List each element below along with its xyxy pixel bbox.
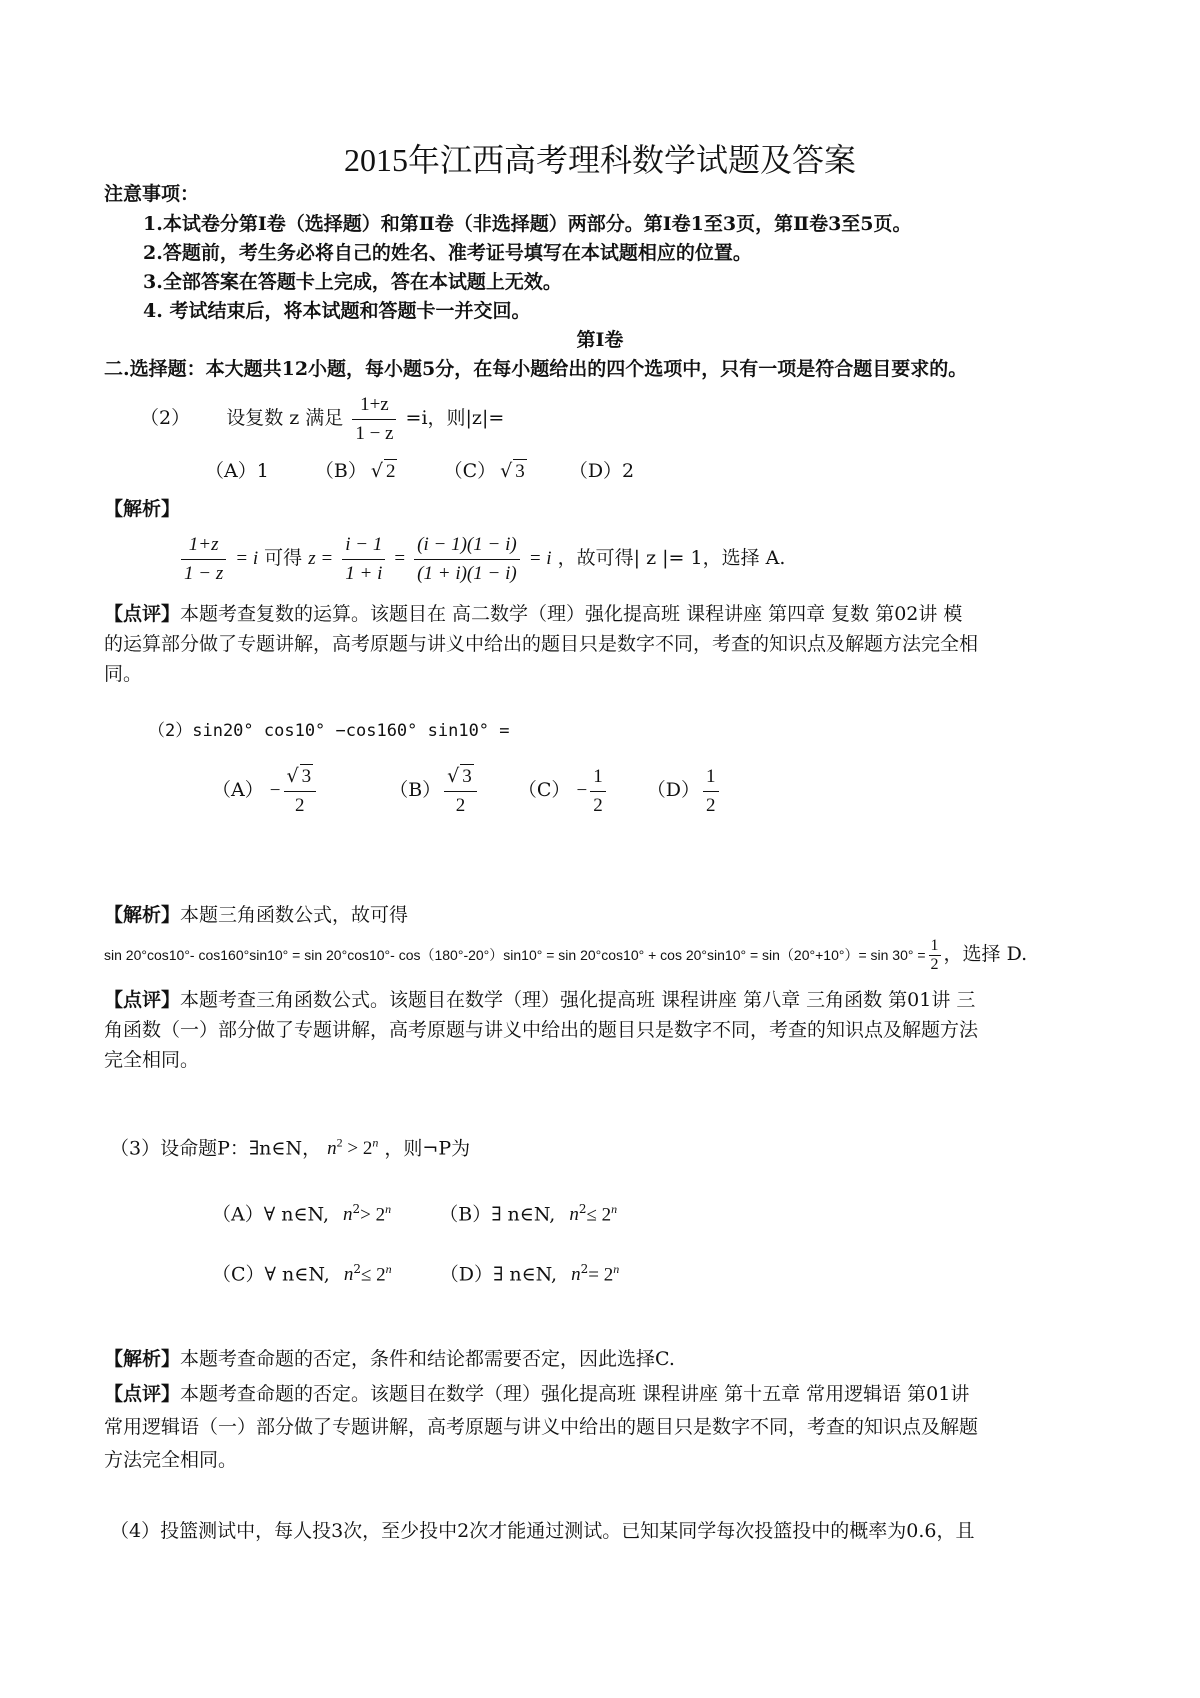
question-2-option-a [212,760,319,821]
page-title: 2015年江西高考理科数学试题及答案 [343,142,856,178]
question-2-option-c-denominator: 2 [593,794,603,816]
question-3-stem-suffix: ，则¬P为 [384,1137,471,1160]
question-1-stem-suffix: =i，则|z|= [405,407,505,429]
solution-tail: ，选择 D. [943,943,1028,965]
question-1-review-line-1 [104,601,962,627]
review-text: 本题考查复数的运算。该题目在 高二数学（理）强化提高班 课程讲座 第四章 复数 第02讲 模 [180,603,963,625]
solution-fraction-3 [414,531,520,588]
question-2-review-line-3: 完全相同。 [104,1049,200,1071]
question-2-option-d-label: （D） [646,779,701,801]
notice-item-2: 2.答题前，考生务必将自己的姓名、准考证号填写在本试题相应的位置。 [143,242,752,264]
radical-icon: √ [370,460,383,482]
radical-icon: √ [500,460,513,482]
question-1-review-line-3: 同。 [104,663,143,685]
solution-fraction-3-denominator: (1 + i)(1 − i) [417,562,517,584]
solution-tail: ，故可得| z |= 1，选择 A. [557,547,786,569]
question-2-option-d-fraction [703,763,719,820]
question-1-option-d: （D）2 [568,460,635,482]
question-1-option-c [444,458,527,484]
question-1-option-c-label: （C） [443,460,497,482]
trig-derivation: sin 20°cos10°- cos160°sin10° = sin 20°cos10°- cos（180°-20°）sin10° = sin 20°cos10° + cos 20°sin10° = sin（20°+10°）= sin 30° = [104,947,926,963]
solution-fraction-2-numerator: i − 1 [342,531,385,560]
question-2-option-c [518,760,609,821]
notice-heading: 注意事项： [104,183,200,205]
question-1-option-c-value: 3 [515,461,525,482]
question-3-option-b: （B）∃ n∈N, $n^2\le 2^n$ [439,1202,618,1226]
question-3-review-line-2: 常用逻辑语（一）部分做了专题讲解，高考原题与讲义中给出的题目只是数字不同，考查的知识点及解题 [104,1416,979,1438]
review-label: 【点评】 [104,989,181,1011]
section-heading: 二.选择题：本大题共12小题，每小题5分，在每小题给出的四个选项中，只有一项是符合题目要求的。 [104,358,968,380]
question-3-condition: $n^2 > 2^n$ [327,1136,379,1160]
question-1-fraction-numerator: 1+z [352,391,396,420]
one-half-fraction [929,937,941,974]
solution-fraction-2 [342,531,385,588]
question-2-option-d [647,760,722,820]
question-1-review-line-2: 的运算部分做了专题讲解，高考原题与讲义中给出的题目只是数字不同，考查的知识点及解题方法完全相 [104,633,979,655]
question-1-fraction [352,391,396,448]
question-2-option-a-label: （A） [212,779,264,801]
question-2-option-c-fraction [590,763,606,820]
question-4-stem: （4）投篮测试中，每人投3次，至少投中2次才能通过测试。已知某同学每次投篮投中的概率为0.6，且 [110,1520,975,1542]
question-1-option-b [315,458,398,484]
question-1-options [205,458,634,484]
minus-sign: − [269,780,281,801]
question-2-option-a-denominator: 2 [295,795,305,816]
question-2-option-a-numerator: 3 [301,766,312,787]
question-3-review-line-3: 方法完全相同。 [104,1449,238,1471]
question-2-solution-formula [104,930,1027,979]
solution-connector: 可得 [264,547,303,569]
question-2-option-d-numerator: 1 [703,763,719,792]
question-2-option-b-label: （B） [389,779,442,801]
solution-z: z = [308,548,334,569]
question-3-option-a: （A）∀ n∈N, $n^2> 2^n$ [212,1202,392,1226]
solution-fraction-3-numerator: (i − 1)(1 − i) [414,531,520,560]
solution-label: 【解析】 [104,1348,181,1370]
question-3-review-line-1 [104,1381,969,1407]
notice-item-1: 1.本试卷分第Ⅰ卷（选择题）和第Ⅱ卷（非选择题）两部分。第Ⅰ卷1至3页，第Ⅱ卷3至5页。 [143,213,912,235]
solution-equals-i: = i [235,548,259,569]
notice-item-3: 3.全部答案在答题卡上完成，答在本试题上无效。 [143,271,562,293]
question-3-options-row-1 [212,1196,617,1228]
solution-fraction-2-denominator: 1 + i [345,562,383,584]
solution-fraction-1 [181,531,226,588]
review-text: 本题考查命题的否定。该题目在数学（理）强化提高班 课程讲座 第十五章 常用逻辑语 第01讲 [180,1383,970,1405]
question-2-review-line-2: 角函数（一）部分做了专题讲解，高考原题与讲义中给出的题目只是数字不同，考查的知识点及解题方法 [104,1019,979,1041]
minus-sign: − [576,780,588,801]
question-1-number: （2） [140,407,191,429]
radical-icon: √ [447,765,460,787]
question-1-fraction-denominator: 1 − z [355,422,394,444]
question-2-stem: （2）sin20° cos10° −cos160° sin10° = [148,721,510,741]
solution-fraction-1-numerator: 1+z [181,531,226,560]
solution-text: 本题三角函数公式，故可得 [180,904,409,926]
question-2-review-line-1 [104,987,975,1013]
question-1-option-a: （A）1 [205,460,269,482]
question-2-option-b [389,760,480,820]
review-text: 本题考查三角函数公式。该题目在数学（理）强化提高班 课程讲座 第八章 三角函数 第01讲 三 [180,989,976,1011]
one-half-numerator: 1 [930,936,939,954]
question-3-stem [110,1130,470,1162]
question-2-option-b-numerator: 3 [462,766,472,787]
one-half-denominator: 2 [930,955,939,973]
question-2-option-b-denominator: 2 [455,795,466,816]
question-1-solution-formula: $\frac{1+z}{1 - z}$ = i 可得 z = $\frac{i - 1}{1 + i}$ = $\frac{(i - 1)(1 - i)}{(1 + i)(1 - i)}$ = i ，故可得| z |= 1，选择 A. [178,528,785,589]
question-1-option-b-value: 2 [385,461,396,482]
question-2-option-d-denominator: 2 [706,794,716,816]
question-3-solution [104,1346,675,1372]
question-2-option-c-label: （C） [517,779,571,801]
question-2-option-b-fraction [444,762,477,820]
question-3-option-c: （C）∀ n∈N, $n^2\le 2^n$ [212,1262,392,1286]
question-1-stem-prefix: 设复数 z 满足 [226,407,344,429]
question-3-stem-prefix: （3）设命题P：∃n∈N， [110,1137,322,1160]
question-2-option-a-fraction [284,762,317,820]
part-heading: 第Ⅰ卷 [576,329,624,351]
review-label: 【点评】 [104,1383,181,1405]
solution-label: 【解析】 [104,904,181,926]
question-2-options [212,760,722,821]
radical-icon: √ [286,765,299,787]
question-2-solution [104,902,408,928]
review-label: 【点评】 [104,603,181,625]
question-1 [140,388,504,448]
question-3-option-d: （D）∃ n∈N, $n^2= 2^n$ [439,1262,620,1286]
question-1-option-b-label: （B） [314,460,367,482]
question-2-option-c-numerator: 1 [590,763,606,792]
solution-result: = i [528,548,552,569]
question-1-solution-label: 【解析】 [104,498,181,520]
solution-text: 本题考查命题的否定，条件和结论都需要否定，因此选择C. [180,1348,675,1370]
notice-item-4: 4. 考试结束后，将本试题和答题卡一并交回。 [143,300,531,322]
question-3-options-row-2 [212,1256,619,1288]
solution-fraction-1-denominator: 1 − z [184,562,224,584]
